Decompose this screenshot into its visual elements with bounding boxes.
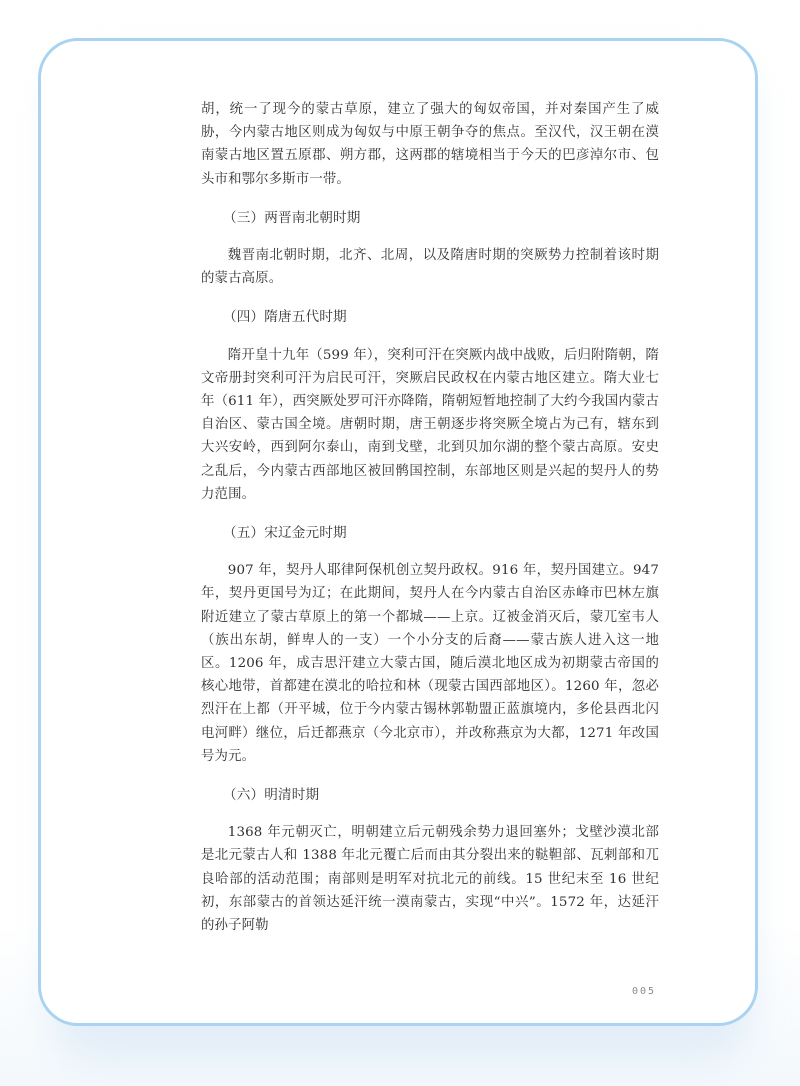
spacer [201, 330, 659, 344]
paragraph-wei-jin: 魏晋南北朝时期，北齐、北周，以及隋唐时期的突厥势力控制着该时期的蒙古高原。 [201, 248, 659, 287]
spacer [201, 290, 659, 306]
section-heading-six: （六）明清时期 [223, 787, 320, 804]
spacer [201, 807, 659, 821]
paragraph-ming-qing: 1368 年元朝灭亡，明朝建立后元朝残余势力退回塞外；戈壁沙漠北部是北元蒙古人和 1388 年北元覆亡后而由其分裂出来的鞑靼部、瓦剌部和兀良哈部的活动范围；南部则是明军对抗北元的前线。15 世纪末至 16 世纪初，东部蒙古的首领达延汗统一漠南蒙古，实现“中兴”。1572 年，达延汗的孙子阿勒 [201, 825, 659, 934]
spacer [201, 191, 659, 207]
page-body [201, 98, 659, 937]
spacer [201, 545, 659, 559]
section-heading-five: （五）宋辽金元时期 [223, 525, 347, 542]
paragraph-song-liao-jin-yuan: 907 年，契丹人耶律阿保机创立契丹政权。916 年，契丹国建立。947 年，契丹更国号为辽；在此期间，契丹人在今内蒙古自治区赤峰市巴林左旗附近建立了蒙古草原上的第一个都城——上京。辽被金消灭后，蒙兀室韦人（族出东胡，鲜卑人的一支）一个小分支的后裔——蒙古族人进入这一地区。1206 年，成吉思汗建立大蒙古国，随后漠北地区成为初期蒙古帝国的核心地带，首都建在漠北的哈拉和林（现蒙古国西部地区）。1260 年，忽必烈汗在上都（开平城，位于今内蒙古锡林郭勒盟正蓝旗境内，多伦县西北闪电河畔）继位，后迁都燕京（今北京市），并改称燕京为大都，1271 年改国号为元。 [201, 563, 659, 764]
spacer [201, 768, 659, 784]
paragraph-sui-tang: 隋开皇十九年（599 年），突利可汗在突厥内战中战败，后归附隋朝，隋文帝册封突利可汗为启民可汗，突厥启民政权在内蒙古地区建立。隋大业七年（611 年），西突厥处罗可汗亦降隋，隋朝短暂地控制了大约今我国内蒙古自治区、蒙古国全境。唐朝时期，唐王朝逐步将突厥全境占为己有，辖东到大兴安岭，西到阿尔泰山，南到戈壁，北到贝加尔湖的整个蒙古高原。安史之乱后，今内蒙古西部地区被回鹘国控制，东部地区则是兴起的契丹人的势力范围。 [201, 347, 659, 502]
spacer [201, 506, 659, 522]
paragraph-han-dynasty: 胡，统一了现今的蒙古草原，建立了强大的匈奴帝国，并对秦国产生了威胁，今内蒙古地区则成为匈奴与中原王朝争夺的焦点。至汉代，汉王朝在漠南蒙古地区置五原郡、朔方郡，这两郡的辖境相当于今天的巴彦淖尔市、包头市和鄂尔多斯市一带。 [201, 102, 659, 187]
section-heading-four: （四）隋唐五代时期 [223, 309, 347, 326]
spacer [201, 230, 659, 244]
section-heading-three: （三）两晋南北朝时期 [223, 209, 361, 226]
page-number: 005 [632, 986, 657, 997]
